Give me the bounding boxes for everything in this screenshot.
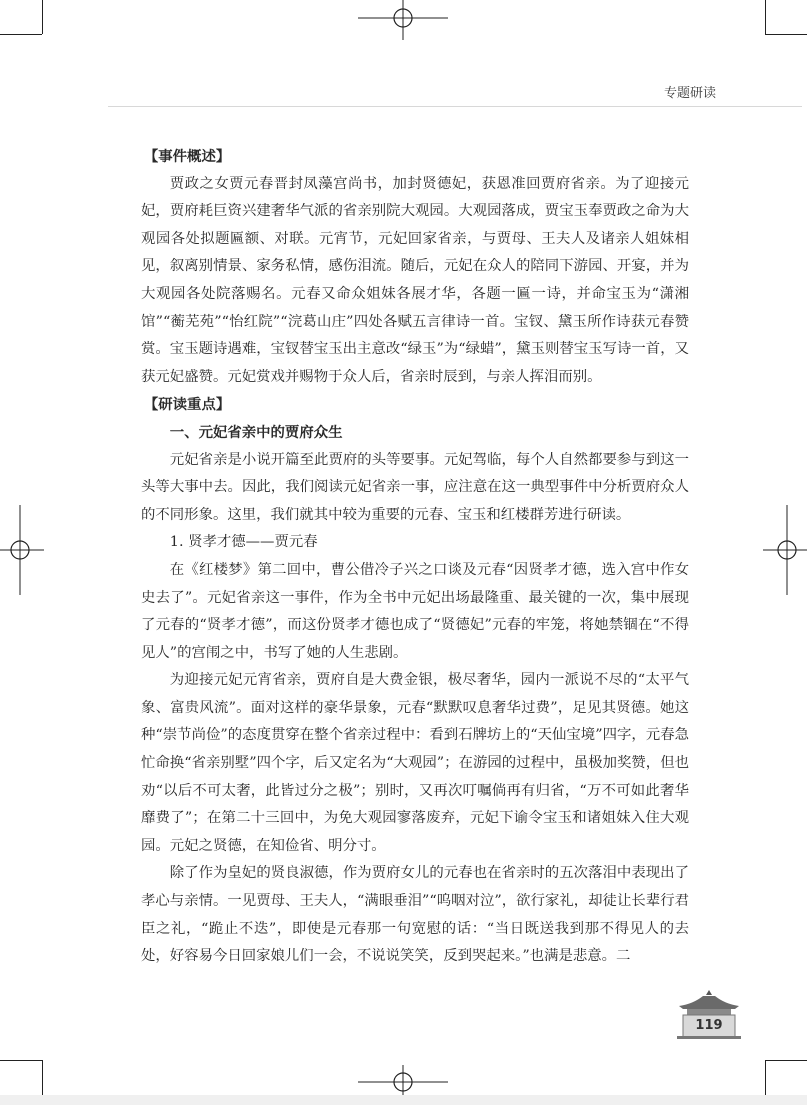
running-header: 专题研读 [663, 86, 716, 101]
overview-paragraph: 贾政之女贾元春晋封凤藻宫尚书，加封贤德妃，获恩准回贾府省亲。为了迎接元妃，贾府耗巨资兴建奢华气派的省亲别院大观园。大观园落成，贾宝玉奉贾政之命为大观园各处拟题匾额、对联。元宵节，元妃回家省亲，与贾母、王夫人及诸亲人姐妹相见，叙离别情景、家务私情，感伤泪流。随后，元妃在众人的陪同下游园、开宴，并为大观园各处院落赐名。元春又命众姐妹各展才华，各题一匾一诗，并命宝玉为“潇湘馆”“蘅芜苑”“怡红院”“浣葛山庄”四处各赋五言律诗一首。宝钗、黛玉所作诗获元春赞赏。宝玉题诗遇难，宝钗替宝玉出主意改“绿玉”为“绿蜡”，黛玉则替宝玉写诗一首，又获元妃盛赞。元妃赏戏并赐物于众人后，省亲时辰到，与亲人挥泪而别。 [141, 175, 689, 385]
registration-mark-icon [763, 505, 807, 595]
crop-mark [765, 1060, 807, 1061]
overview-heading: 【事件概述】 [143, 148, 231, 165]
subsection-heading: 1. 贤孝才德——贾元春 [169, 534, 318, 551]
crop-mark [42, 0, 43, 34]
body-paragraph: 为迎接元妃元宵省亲，贾府自是大费金银，极尽奢华，园内一派说不尽的“太平气象、富贵风流”。面对这样的豪华景象，元春“默默叹息奢华过费”，足见其贤德。她这种“崇节尚俭”的态度贯穿在整个省亲过程中：看到石牌坊上的“天仙宝境”四字，元春急忙命换“省亲别墅”四个字，后又定名为“大观园”；在游园的过程中，虽极加奖赞，但也劝“以后不可太奢，此皆过分之极”；别时，又再次叮嘱倘再有归省，“万不可如此奢华靡费了”；在第二十三回中，为免大观园寥落废弃，元妃下谕令宝玉和诸姐妹入住大观园。元妃之贤德，在知俭省、明分寸。 [141, 672, 689, 854]
page-number-badge [673, 988, 745, 1040]
body-paragraph: 除了作为皇妃的贤良淑德，作为贾府女儿的元春也在省亲时的五次落泪中表现出了孝心与亲情。一见贾母、王夫人，“满眼垂泪”“呜咽对泣”，欲行家礼，却徒让长辈行君臣之礼，“跪止不迭”，即使是元春那一句宽慰的话：“当日既送我到那不得见人的去处，好容易今日回家娘儿们一会，不说说笑笑，反到哭起来。”也满是悲意。二 [141, 865, 689, 965]
crop-mark [765, 34, 807, 35]
section-heading: 一、元妃省亲中的贾府众生 [169, 423, 343, 441]
body-paragraph: 在《红楼梦》第二回中，曹公借冷子兴之口谈及元春“因贤孝才德，选入宫中作女史去了”。元妃省亲这一事件，作为全书中元妃出场最隆重、最关键的一次，集中展现了元春的“贤孝才德”，而这份贤孝才德也成了“贤德妃”元春的牢笼，将她禁锢在“不得见人”的宫闱之中，书写了她的人生悲剧。 [141, 561, 689, 661]
registration-mark-icon [358, 0, 448, 40]
page-number: 119 [695, 1018, 723, 1033]
page-body [141, 143, 689, 971]
crop-mark [0, 34, 42, 35]
focus-heading: 【研读重点】 [143, 396, 231, 414]
crop-mark [0, 1060, 42, 1061]
header-rule [108, 106, 802, 107]
crop-mark [765, 0, 766, 34]
bottom-band [0, 1095, 807, 1105]
focus-paragraph: 元妃省亲是小说开篇至此贾府的头等要事。元妃驾临，每个人自然都要参与到这一头等大事中去。因此，我们阅读元妃省亲一事，应注意在这一典型事件中分析贾府众人的不同形象。这里，我们就其中较为重要的元春、宝玉和红楼群芳进行研读。 [141, 451, 689, 523]
registration-mark-icon [0, 505, 44, 595]
